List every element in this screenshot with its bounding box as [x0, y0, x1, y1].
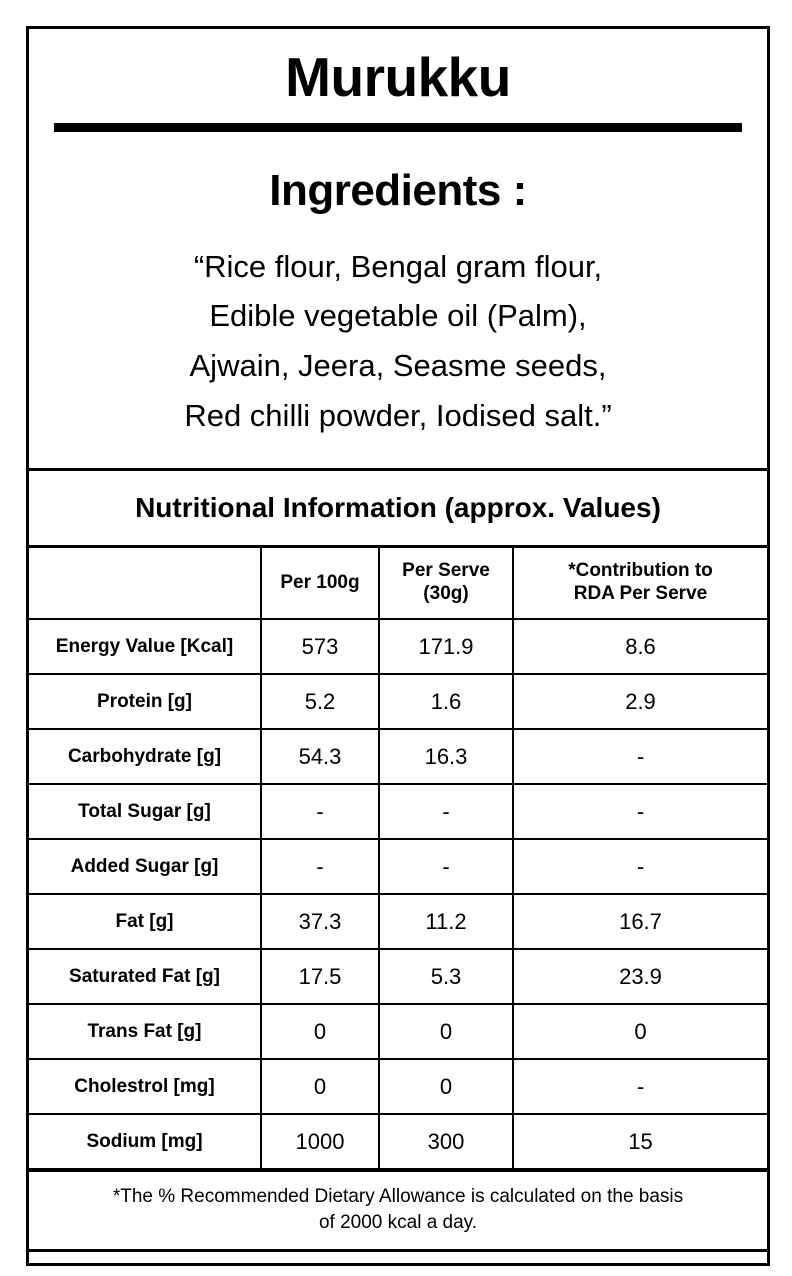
value-rda: -: [513, 1059, 767, 1114]
value-per-100g: 0: [261, 1004, 379, 1059]
value-per-100g: 54.3: [261, 729, 379, 784]
title-divider: [54, 123, 742, 132]
product-header-block: [29, 29, 767, 471]
nutrient-name: Protein [g]: [29, 674, 261, 729]
nutrient-name: Added Sugar [g]: [29, 839, 261, 894]
per-serve-line2: (30g): [423, 583, 469, 605]
table-header-row: [29, 548, 767, 619]
value-per-serve: 300: [379, 1114, 513, 1169]
value-per-serve: 0: [379, 1059, 513, 1114]
table-row: [29, 619, 767, 674]
value-rda: 0: [513, 1004, 767, 1059]
value-per-serve: -: [379, 839, 513, 894]
value-per-100g: 1000: [261, 1114, 379, 1169]
table-row: [29, 1114, 767, 1169]
value-rda: -: [513, 784, 767, 839]
rda-line1: *Contribution to: [568, 560, 713, 582]
table-row: [29, 674, 767, 729]
footnote-line2: of 2000 kcal a day.: [318, 1211, 478, 1233]
ingredients-text: [47, 242, 749, 440]
column-header-per-serve: [379, 548, 513, 619]
value-per-serve: 11.2: [379, 894, 513, 949]
table-row: [29, 1004, 767, 1059]
ingredients-heading: Ingredients :: [269, 165, 527, 215]
value-per-100g: 37.3: [261, 894, 379, 949]
value-per-serve: 16.3: [379, 729, 513, 784]
nutrient-name: Cholestrol [mg]: [29, 1059, 261, 1114]
table-row: [29, 839, 767, 894]
nutrient-name: Fat [g]: [29, 894, 261, 949]
table-row: [29, 1059, 767, 1114]
ingredients-line: Edible vegetable oil (Palm),: [209, 298, 587, 334]
column-header-per-100g: Per 100g: [261, 548, 379, 619]
column-header-rda: [513, 548, 767, 619]
nutrient-name: Trans Fat [g]: [29, 1004, 261, 1059]
ingredients-line: “Rice flour, Bengal gram flour,: [193, 248, 603, 284]
table-row: [29, 729, 767, 784]
value-per-100g: 5.2: [261, 674, 379, 729]
nutrient-name: Total Sugar [g]: [29, 784, 261, 839]
value-per-serve: 0: [379, 1004, 513, 1059]
rda-line2: RDA Per Serve: [573, 583, 708, 605]
value-rda: 2.9: [513, 674, 767, 729]
value-rda: 8.6: [513, 619, 767, 674]
value-per-100g: 17.5: [261, 949, 379, 1004]
page-title: Murukku: [285, 46, 511, 108]
value-rda: -: [513, 839, 767, 894]
ingredients-line: Red chilli powder, Iodised salt.”: [184, 397, 612, 433]
nutrition-heading: Nutritional Information (approx. Values): [29, 471, 767, 548]
label-bottom-space: [29, 1252, 767, 1263]
value-per-serve: 171.9: [379, 619, 513, 674]
nutrient-name: Saturated Fat [g]: [29, 949, 261, 1004]
nutrient-name: Energy Value [Kcal]: [29, 619, 261, 674]
value-per-serve: 5.3: [379, 949, 513, 1004]
footnote-line1: *The % Recommended Dietary Allowance is calculated on the basis: [112, 1186, 684, 1208]
value-per-100g: 573: [261, 619, 379, 674]
table-row: [29, 949, 767, 1004]
value-rda: 16.7: [513, 894, 767, 949]
per-serve-line1: Per Serve: [402, 560, 490, 582]
rda-footnote: [29, 1170, 767, 1252]
nutrition-label: [26, 26, 770, 1266]
table-row: [29, 894, 767, 949]
nutrition-table: [29, 548, 767, 1170]
nutrient-name: Carbohydrate [g]: [29, 729, 261, 784]
value-per-100g: -: [261, 839, 379, 894]
value-per-serve: 1.6: [379, 674, 513, 729]
table-row: [29, 784, 767, 839]
nutrient-name: Sodium [mg]: [29, 1114, 261, 1169]
value-per-100g: 0: [261, 1059, 379, 1114]
column-header-blank: [29, 548, 261, 619]
value-per-100g: -: [261, 784, 379, 839]
value-per-serve: -: [379, 784, 513, 839]
value-rda: 23.9: [513, 949, 767, 1004]
value-rda: -: [513, 729, 767, 784]
ingredients-line: Ajwain, Jeera, Seasme seeds,: [189, 347, 607, 383]
value-rda: 15: [513, 1114, 767, 1169]
